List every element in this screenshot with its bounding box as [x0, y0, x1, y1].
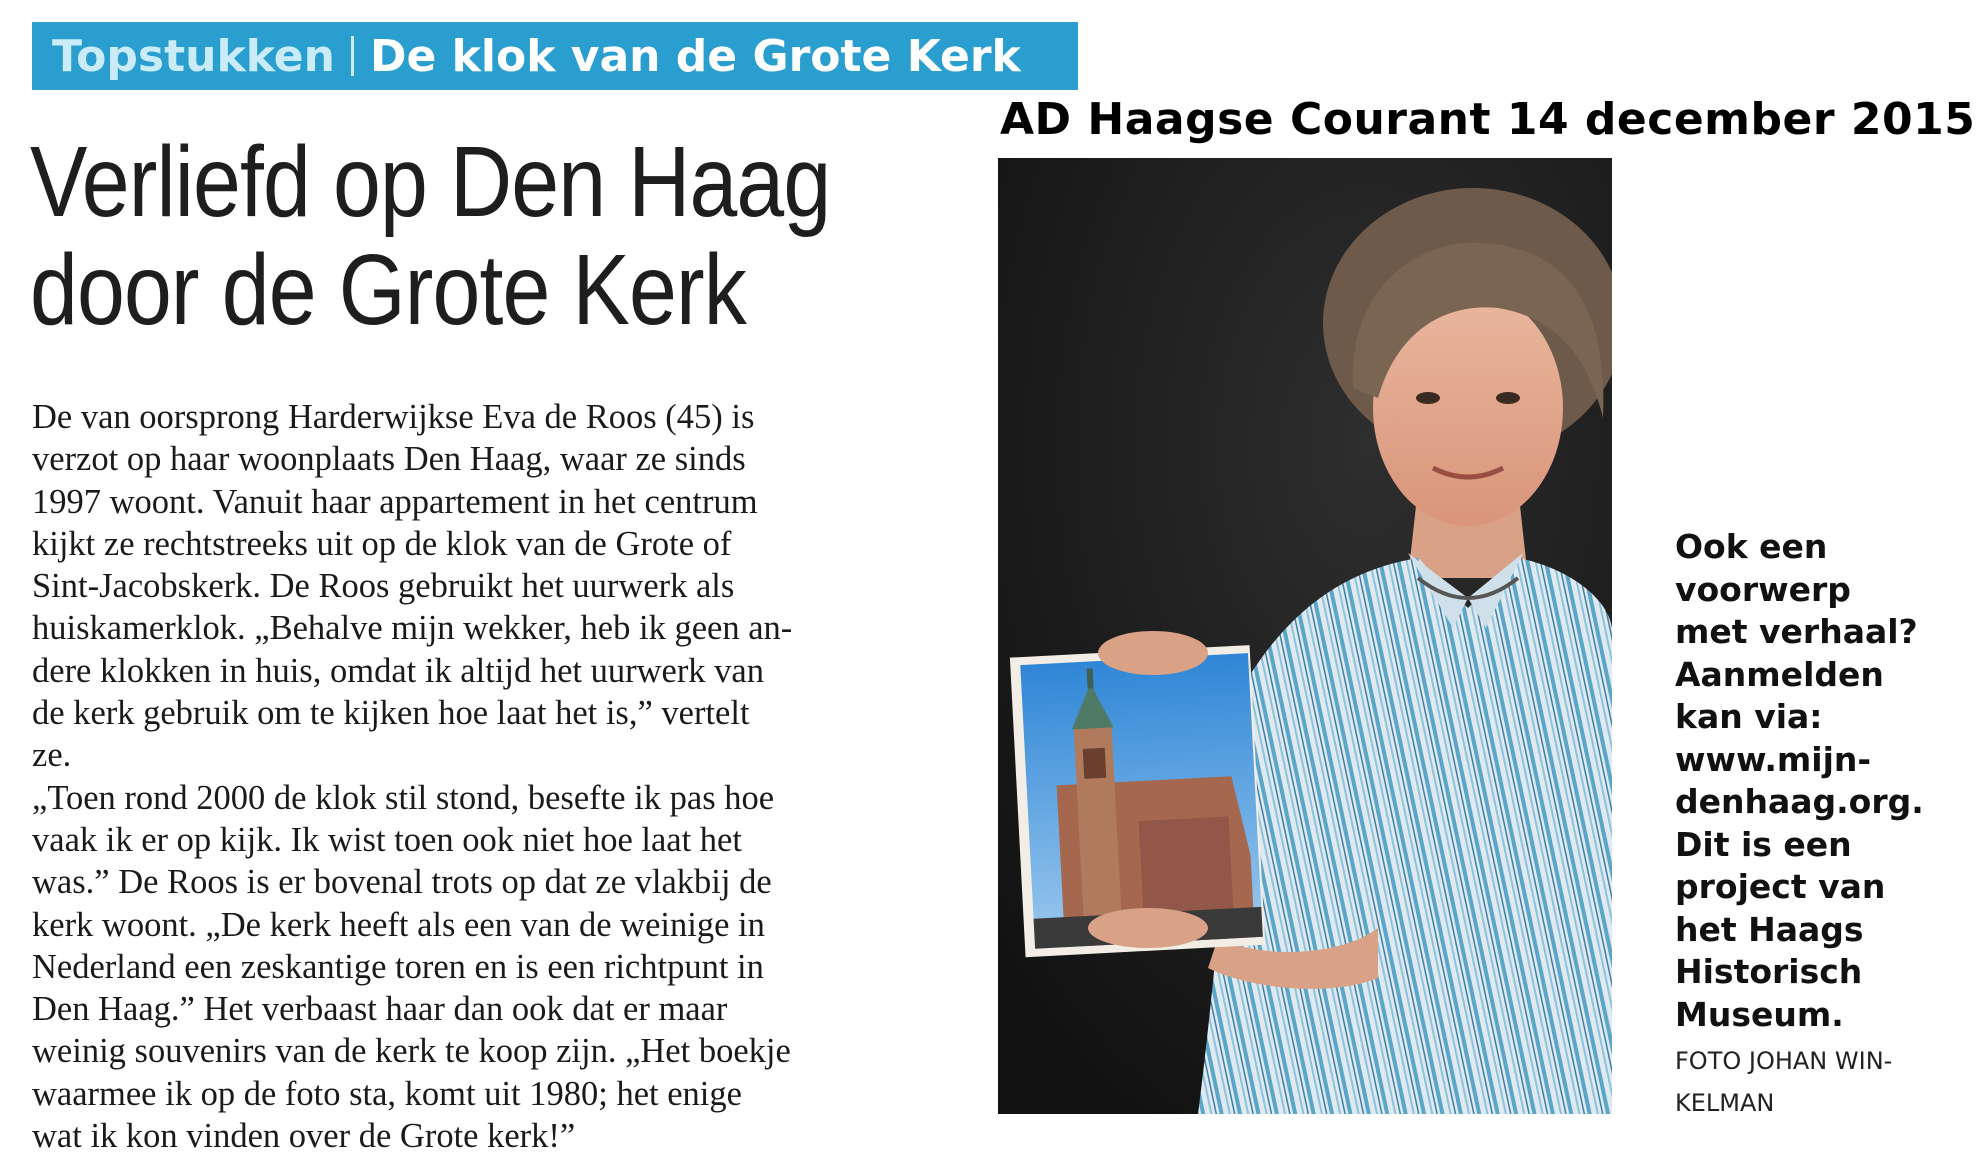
cta-line: denhaag.org. [1675, 782, 1924, 821]
source-caption: AD Haagse Courant 14 december 2015 [1000, 94, 1976, 145]
photo-credit [1675, 1040, 1975, 1124]
cta-line: het Haags [1675, 909, 1864, 949]
headline-line: Verliefd op Den Haag [30, 126, 831, 238]
call-to-action [1675, 526, 1965, 1036]
cta-line: Ook een [1675, 527, 1828, 566]
body-line: vaak ik er op kijk. Ik wist toen ook niet hoe laat het [32, 820, 742, 859]
section-title: De klok van de Grote Kerk [369, 30, 1021, 82]
body-line: Sint-Jacobskerk. De Roos gebruikt het uurwerk als [32, 567, 735, 606]
body-line: verzot op haar woonplaats Den Haag, waar ze sinds [32, 440, 746, 479]
cta-line: Historisch [1675, 952, 1863, 991]
credit-line: KELMAN [1675, 1089, 1775, 1117]
body-line: ze. [32, 736, 72, 775]
headline [30, 126, 831, 346]
body-line: weinig souvenirs van de kerk te koop zijn. „Het boekje [32, 1032, 791, 1071]
body-line: was.” De Roos is er bovenal trots op dat ze vlakbij de [32, 863, 772, 902]
cta-line: Aanmelden [1675, 654, 1884, 694]
body-line: waarmee ik op de foto sta, komt uit 1980; het enige [32, 1074, 742, 1113]
body-line: dere klokken in huis, omdat ik altijd het uurwerk van [32, 651, 764, 690]
section-label: Topstukken [52, 30, 335, 82]
body-line: „Toen rond 2000 de klok stil stond, besefte ik pas hoe [32, 778, 775, 817]
section-banner [32, 22, 1078, 90]
cta-line: Museum. [1675, 994, 1844, 1034]
body-line: kijkt ze rechtstreeks uit op de klok van de Grote of [32, 524, 732, 563]
cta-line: Dit is een [1675, 824, 1852, 864]
body-line: Den Haag.” Het verbaast haar dan ook dat er maar [32, 990, 728, 1029]
body-line: Nederland een zeskantige toren en is een richtpunt in [32, 947, 764, 986]
cta-line: voorwerp [1675, 569, 1851, 609]
body-line: 1997 woont. Vanuit haar appartement in het centrum [32, 482, 758, 521]
headline-line: door de Grote Kerk [30, 234, 746, 346]
credit-line: FOTO JOHAN WIN- [1675, 1047, 1893, 1075]
body-line: de kerk gebruik om te kijken hoe laat het is,” vertelt [32, 694, 750, 733]
photo-illustration [998, 158, 1612, 1114]
body-line: wat ik kon vinden over de Grote kerk!” [32, 1117, 576, 1156]
cta-line: met verhaal? [1675, 612, 1918, 651]
body-line: huiskamerklok. „Behalve mijn wekker, heb ik geen an- [32, 609, 793, 648]
cta-line: kan via: [1675, 697, 1823, 736]
woman-holding-book-photo [998, 158, 1612, 1114]
article-body [32, 396, 967, 1157]
banner-divider [351, 36, 354, 76]
cta-line: project van [1675, 867, 1886, 906]
cta-line: www.mijn- [1675, 739, 1872, 779]
body-line: De van oorsprong Harderwijkse Eva de Roos (45) is [32, 398, 755, 436]
body-line: kerk woont. „De kerk heeft als een van de weinige in [32, 905, 765, 944]
